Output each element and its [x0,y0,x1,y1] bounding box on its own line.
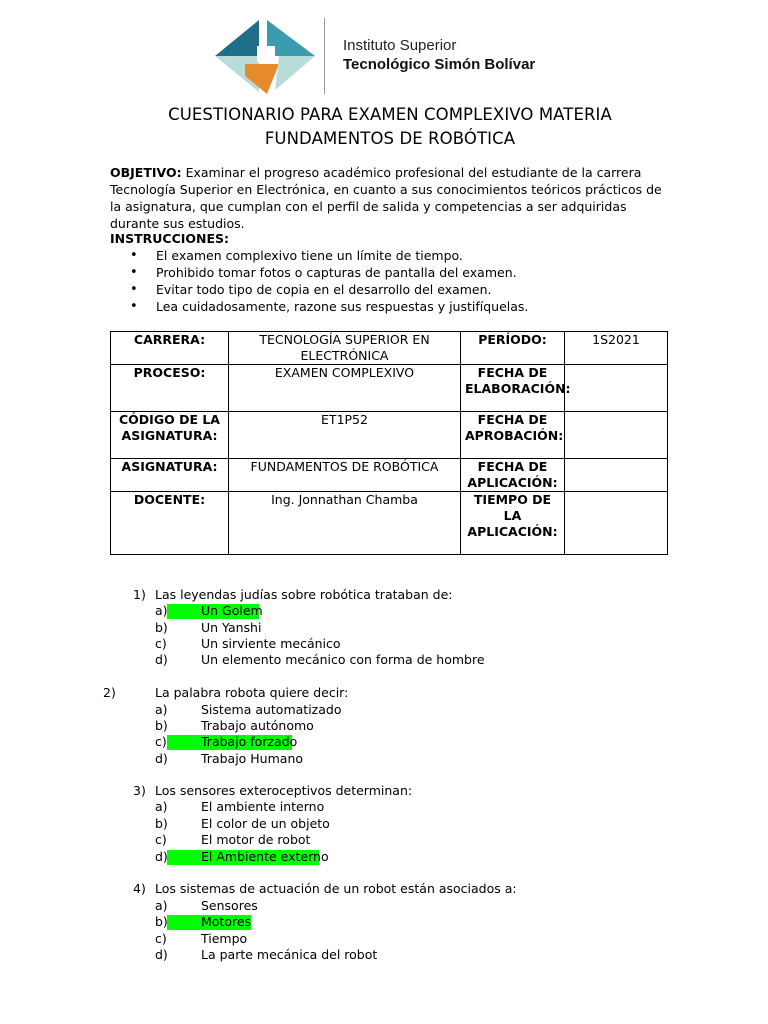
instruction-text: Evitar todo tipo de copia en el desarrollo del examen. [156,282,492,297]
objective-paragraph [110,164,670,232]
codigo-label: CÓDIGO DE LA ASIGNATURA: [111,412,229,459]
instruction-text: Lea cuidadosamente, razone sus respuestas y justifíquelas. [156,299,529,314]
question-text: La palabra robota quiere decir: [155,685,349,700]
option-text: El ambiente interno [201,799,325,814]
option-text: Un sirviente mecánico [201,636,341,651]
bullet-icon: • [130,299,138,314]
document-title [110,103,670,151]
option-text: Motores [201,914,252,929]
bullet-icon: • [130,265,138,280]
header-divider [324,18,325,94]
periodo-value: 1S2021 [565,332,668,365]
objective-text: Examinar el progreso académico profesional del estudiante de la carrera Tecnología Superior en Electrónica, en cuanto a sus conocimientos teóricos prácticos de la asignatura, que cumplan con el perfil de salida y competencias a ser adquiridas durante sus estudios. [110,165,662,231]
periodo-label: PERÍODO: [461,332,565,365]
table-row [111,412,668,459]
option-letter: d) [155,652,168,667]
question-text: Los sensores exteroceptivos determinan: [155,783,413,798]
instruction-item [110,281,528,298]
option-text: El motor de robot [201,832,311,847]
option-text: Un elemento mecánico con forma de hombre [201,652,485,667]
docente-value: Ing. Jonnathan Chamba [229,492,461,555]
option-letter: c) [155,734,167,749]
institution-name-line2: Tecnológico Simón Bolívar [343,56,536,73]
option-letter: c) [155,636,167,651]
option-letter: a) [155,603,168,618]
question-number: 3) [133,783,146,798]
institution-name-line1: Instituto Superior [343,37,457,54]
codigo-value: ET1P52 [229,412,461,459]
bullet-icon: • [130,248,138,263]
option-text: La parte mecánica del robot [201,947,378,962]
question-number: 2) [103,685,116,700]
option-letter: d) [155,849,168,864]
option-letter: d) [155,751,168,766]
table-row [111,492,668,555]
logo-shape-bottom [245,64,279,94]
option-text: Trabajo Humano [201,751,304,766]
option-text: El Ambiente externo [201,849,329,864]
institute-logo [215,16,319,96]
table-row [111,365,668,412]
objective-label: OBJETIVO: [110,165,182,180]
question-text: Los sistemas de actuación de un robot están asociados a: [155,881,517,896]
option-letter: b) [155,620,168,635]
question-number: 4) [133,881,146,896]
instructions-heading: INSTRUCCIONES: [110,231,230,246]
asignatura-value: FUNDAMENTOS DE ROBÓTICA [229,459,461,492]
docente-label: DOCENTE: [111,492,229,555]
logo-shape-right [275,56,315,90]
fecha-aprobacion-label: FECHA DE APROBACIÓN: [461,412,565,459]
option-letter: c) [155,931,167,946]
instruction-item [110,264,528,281]
instructions-list [110,247,528,315]
tiempo-aplicacion-value [565,492,668,555]
fecha-elaboracion-label: FECHA DE ELABORACIÓN: [461,365,565,412]
instruction-text: El examen complexivo tiene un límite de tiempo. [156,248,463,263]
table-row [111,459,668,492]
option-letter: a) [155,898,168,913]
proceso-value: EXAMEN COMPLEXIVO [229,365,461,412]
carrera-label: CARRERA: [111,332,229,365]
question-number: 1) [133,587,146,602]
fecha-aplicacion-value [565,459,668,492]
instruction-text: Prohibido tomar fotos o capturas de pantalla del examen. [156,265,517,280]
instruction-item [110,247,528,264]
exam-info-table [110,331,668,555]
option-letter: c) [155,832,167,847]
option-letter: b) [155,718,168,733]
asignatura-label: ASIGNATURA: [111,459,229,492]
option-text: Tiempo [201,931,248,946]
fecha-aprobacion-value [565,412,668,459]
title-line2: FUNDAMENTOS DE ROBÓTICA [264,129,516,148]
option-text: Trabajo forzado [201,734,298,749]
option-text: Un Yanshi [201,620,262,635]
option-letter: a) [155,799,168,814]
instruction-item [110,298,528,315]
option-letter: a) [155,702,168,717]
option-text: Trabajo autónomo [201,718,314,733]
fecha-elaboracion-value [565,365,668,412]
logo-center [257,46,275,62]
question-text: Las leyendas judías sobre robótica trataban de: [155,587,453,602]
option-text: Un Golem [201,603,263,618]
option-letter: b) [155,816,168,831]
option-text: El color de un objeto [201,816,330,831]
carrera-value: TECNOLOGÍA SUPERIOR EN ELECTRÓNICA [229,332,461,365]
table-row [111,332,668,365]
bullet-icon: • [130,282,138,297]
option-text: Sensores [201,898,258,913]
option-letter: b) [155,914,168,929]
title-line1: CUESTIONARIO PARA EXAMEN COMPLEXIVO MATERIA [168,105,612,124]
option-text: Sistema automatizado [201,702,342,717]
option-letter: d) [155,947,168,962]
tiempo-aplicacion-label: TIEMPO DE LA APLICACIÓN: [461,492,565,555]
fecha-aplicacion-label: FECHA DE APLICACIÓN: [461,459,565,492]
proceso-label: PROCESO: [111,365,229,412]
logo-shape-top-left [215,20,259,56]
